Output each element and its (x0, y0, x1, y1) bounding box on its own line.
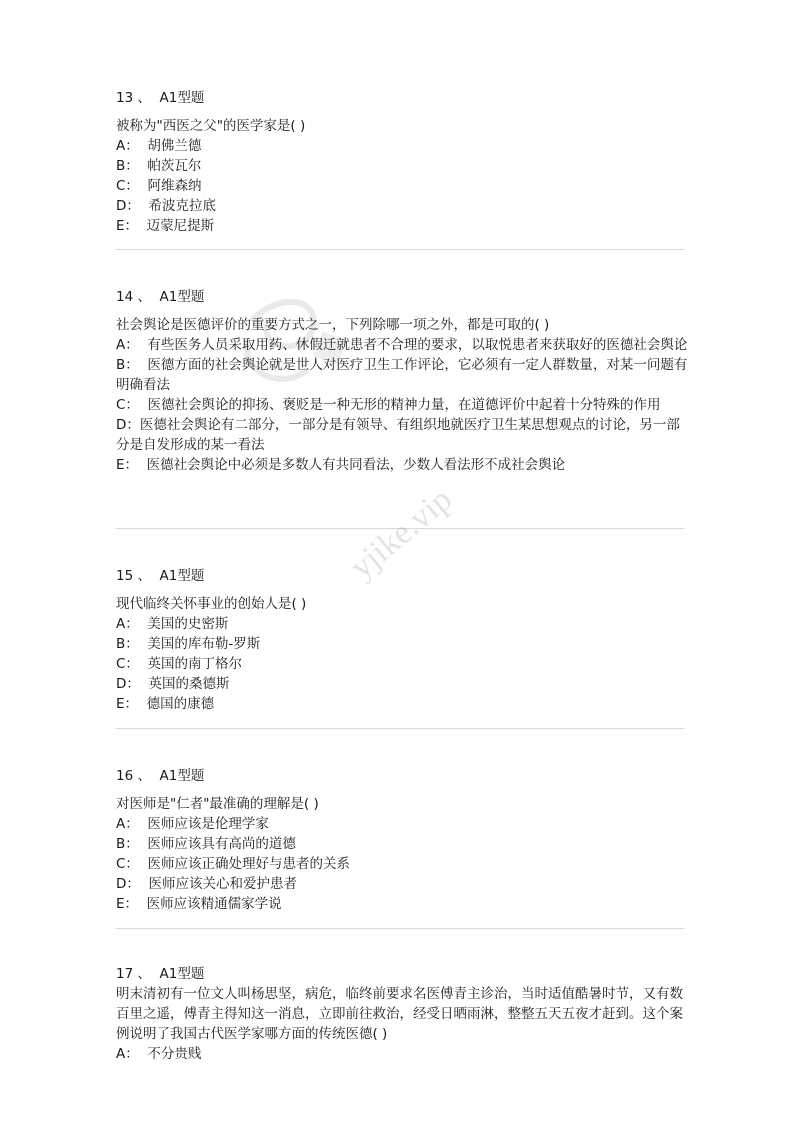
section-divider (116, 249, 684, 250)
question-stem: 社会舆论是医德评价的重要方式之一，下列除哪一项之外，都是可取的( ) (116, 317, 550, 333)
section-divider (116, 728, 684, 729)
option-text: 迈蒙尼提斯 (146, 218, 215, 234)
option-text: 医德社会舆论的抑扬、褒贬是一种无形的精神力量，在道德评价中起着十分特殊的作用 (147, 397, 661, 413)
option-label: B： (116, 636, 148, 652)
option-text: 不分贵贱 (147, 1046, 202, 1062)
option-label: E： (116, 896, 147, 912)
option-b (116, 156, 688, 176)
option-text: 美国的库布勒-罗斯 (147, 636, 261, 652)
option-text: 帕茨瓦尔 (147, 158, 202, 174)
option-e (116, 694, 688, 714)
option-text: 医师应该具有高尚的道德 (147, 836, 296, 852)
question-header: 14 、 A1型题 (116, 289, 205, 305)
option-label: D： (116, 676, 149, 692)
option-label: D： (116, 198, 149, 214)
option-label: B： (116, 357, 148, 373)
option-text: 医师应该关心和爱护患者 (148, 876, 297, 892)
option-text: 德国的康德 (146, 696, 215, 712)
question-header: 17 、 A1型题 (116, 966, 205, 982)
option-text: 医师应该正确处理好与患者的关系 (147, 856, 351, 872)
question-header: 13 、 A1型题 (116, 90, 205, 106)
option-label: A： (116, 337, 148, 353)
option-text: 医德社会舆论中必须是多数人有共同看法，少数人看法形不成社会舆论 (146, 457, 566, 473)
option-a (116, 335, 688, 355)
question-stem: 现代临终关怀事业的创始人是( ) (116, 596, 307, 612)
option-label: B： (116, 158, 148, 174)
option-text: 阿维森纳 (147, 178, 202, 194)
option-label: A： (116, 138, 148, 154)
option-e (116, 216, 688, 236)
question-header: 16 、 A1型题 (116, 768, 205, 784)
option-e (116, 455, 688, 475)
option-label: D： (116, 417, 140, 433)
option-text: 希波克拉底 (148, 198, 216, 214)
option-a (116, 614, 688, 634)
option-text: 医师应该是伦理学家 (147, 816, 269, 832)
question-header: 15 、 A1型题 (116, 568, 205, 584)
option-label: C： (116, 178, 148, 194)
option-text: 英国的桑德斯 (148, 676, 230, 692)
question-14 (116, 287, 688, 475)
watermark-text: yjike.vip (343, 480, 460, 587)
option-c (116, 654, 688, 674)
option-d (116, 415, 688, 455)
option-c (116, 395, 688, 415)
question-15 (116, 566, 688, 714)
option-a (116, 136, 688, 156)
option-label: B： (116, 836, 148, 852)
section-divider (116, 928, 684, 929)
question-stem: 被称为"西医之父"的医学家是( ) (116, 118, 306, 134)
question-17 (116, 964, 688, 1064)
question-13 (116, 88, 688, 236)
option-text: 医德方面的社会舆论就是世人对医疗卫生工作评论，它必须有一定人群数量，对某一问题有明确看法 (116, 357, 688, 393)
option-d (116, 874, 688, 894)
section-divider (116, 528, 684, 529)
option-label: A： (116, 616, 148, 632)
option-label: A： (116, 1046, 148, 1062)
option-text: 美国的史密斯 (147, 616, 229, 632)
option-label: D： (116, 876, 149, 892)
option-label: C： (116, 856, 148, 872)
option-c (116, 854, 688, 874)
option-e (116, 894, 688, 914)
option-text: 英国的南丁格尔 (147, 656, 243, 672)
option-b (116, 834, 688, 854)
option-label: C： (116, 656, 148, 672)
option-label: A： (116, 816, 148, 832)
option-b (116, 355, 688, 395)
option-d (116, 196, 688, 216)
option-a (116, 1044, 688, 1064)
question-16 (116, 766, 688, 914)
option-label: E： (116, 218, 147, 234)
option-text: 有些医务人员采取用药、休假迁就患者不合理的要求，以取悦患者来获取好的医德社会舆论 (147, 337, 688, 353)
question-stem: 明末清初有一位文人叫杨思坚，病危，临终前要求名医傅青主诊治，当时适值酷暑时节，又有数百里之遥，傅青主得知这一消息，立即前往救治，经受日晒雨淋，整整五天五夜才赶到。这个案例说明了我国古代医学家哪方面的传统医德( ) (116, 986, 683, 1042)
option-a (116, 814, 688, 834)
option-label: C： (116, 397, 148, 413)
option-text: 医师应该精通儒家学说 (146, 896, 282, 912)
option-b (116, 634, 688, 654)
option-text: 医德社会舆论有二部分，一部分是有领导、有组织地就医疗卫生某思想观点的讨论，另一部分是自发形成的某一看法 (116, 417, 680, 453)
option-d (116, 674, 688, 694)
option-label: E： (116, 457, 147, 473)
option-c (116, 176, 688, 196)
option-text: 胡佛兰德 (147, 138, 202, 154)
question-stem: 对医师是"仁者"最准确的理解是( ) (116, 796, 319, 812)
option-label: E： (116, 696, 147, 712)
